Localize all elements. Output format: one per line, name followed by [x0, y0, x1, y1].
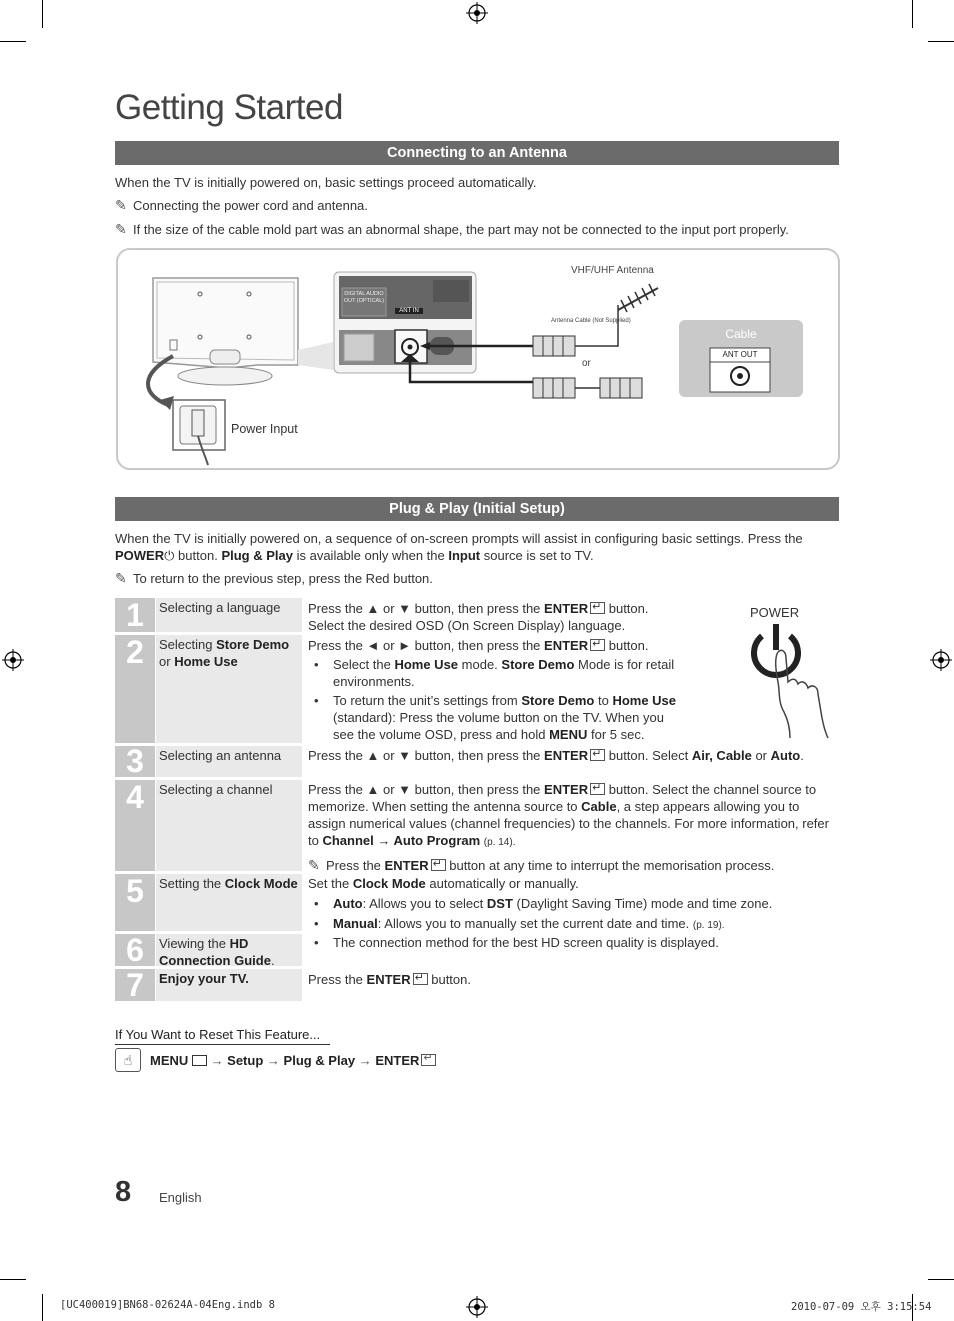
antenna-connection-diagram: [116, 248, 840, 470]
registration-mark-bottom: [466, 1296, 488, 1318]
step-description: • The connection method for the best HD screen quality is displayed.: [308, 934, 838, 951]
page-title: Getting Started: [115, 88, 343, 127]
step-number: 1: [115, 598, 155, 632]
power-symbol-icon: ⏻: [164, 548, 175, 563]
antenna-cable-label: Antenna Cable (Not Supplied): [551, 318, 631, 324]
step-description: Press the ▲ or ▼ button, then press the ENTER↵ button. Select the desired OSD (On Screen Display) language.: [308, 600, 728, 634]
step-label: Selecting a channel: [156, 780, 302, 871]
step-number: 5: [115, 874, 155, 931]
note-pencil-icon: ✎: [115, 221, 127, 237]
note-pencil-icon: ✎: [115, 570, 127, 586]
step-row-3: [115, 743, 839, 779]
step-description: Set the Clock Mode automatically or manually. • Auto: Allows you to select DST (Daylight Saving Time) mode and time zone. • Manual: Allows you to manually set the current date and time. (p. 19).: [308, 875, 838, 934]
page-number: 8: [115, 1176, 132, 1208]
vhf-antenna-label: VHF/UHF Antenna: [571, 265, 654, 276]
enter-icon: [590, 749, 605, 761]
reset-heading: If You Want to Reset This Feature...: [115, 1027, 330, 1045]
step-number: 3: [115, 746, 155, 777]
diagram-illustration: [118, 250, 838, 468]
step-number: 4: [115, 780, 155, 871]
step-row-7: [115, 969, 839, 1001]
enter-icon: [431, 859, 446, 871]
step-label: Setting the Clock Mode: [156, 874, 302, 931]
step-number: 6: [115, 934, 155, 966]
file-info: [UC400019]BN68-02624A-04Eng.indb 8: [60, 1299, 275, 1311]
power-input-label: Power Input: [231, 422, 298, 436]
step-label: Enjoy your TV.: [156, 969, 302, 1001]
antenna-intro: When the TV is initially powered on, basic settings proceed automatically.: [115, 175, 537, 190]
plug-play-intro: When the TV is initially powered on, a sequence of on-screen prompts will assist in configuring basic settings. Press the POWER⏻ button. Plug & Play is available only when the Input source is set to TV.: [115, 531, 803, 563]
power-illustration-label: POWER: [750, 605, 800, 620]
step-number: 7: [115, 969, 155, 1001]
enter-icon: [590, 602, 605, 614]
step-number: 2: [115, 635, 155, 743]
enter-icon: [421, 1054, 436, 1066]
step-label: Selecting an antenna: [156, 746, 302, 777]
step-description: Press the ▲ or ▼ button, then press the ENTER↵ button. Select Air, Cable or Auto.: [308, 747, 838, 764]
language-label: English: [159, 1190, 202, 1205]
step-row-4: [115, 780, 839, 871]
antenna-note-2: ✎ If the size of the cable mold part was an abnormal shape, the part may not be connected to the input port properly.: [115, 221, 789, 237]
or-label: or: [582, 358, 591, 369]
step-description: Press the ▲ or ▼ button, then press the ENTER↵ button. Select the channel source to memorize. When setting the antenna source to Cable, a step appears allowing you to assign numerical values (channel frequencies) to the channels. For more information, refer to Channel → Auto Program (p. 14). ✎ Press the ENTER↵ button at any time to interrupt the memorisation process.: [308, 781, 838, 874]
step-description: Press the ◄ or ► button, then press the ENTER↵ button. • Select the Home Use mode. Store Demo Mode is for retail environments. • To return the unit’s settings from Store Demo to Home Use (standard): Press the volume button on the TV. When you see the volume OSD, press and hold MENU for 5 sec.: [308, 637, 688, 743]
digital-audio-label: DIGITAL AUDIO OUT (OPTICAL): [343, 291, 385, 304]
date-info: 2010-07-09 오후 3:15:54: [791, 1301, 932, 1313]
enter-icon: [590, 639, 605, 651]
hand-pointer-icon: ☝: [115, 1048, 141, 1072]
enter-icon: [590, 783, 605, 795]
step-label: Viewing the HD Connection Guide.: [156, 934, 302, 966]
section-heading-plug-play: Plug & Play (Initial Setup): [115, 497, 839, 521]
registration-mark-top: [466, 2, 488, 24]
reset-menu-path: MENU → Setup → Plug & Play → ENTER↵: [150, 1053, 436, 1068]
note-pencil-icon: ✎: [308, 857, 320, 873]
registration-mark-left: [2, 649, 24, 671]
step-label: Selecting a language: [156, 598, 302, 632]
step-row-2: [115, 635, 839, 743]
step-row-5: [115, 874, 839, 931]
step-row-6: [115, 934, 839, 966]
enter-icon: [413, 973, 428, 985]
registration-mark-right: [930, 649, 952, 671]
cable-box-title: Cable: [725, 327, 757, 341]
ant-in-label: ANT IN: [395, 308, 423, 314]
step-description: Press the ENTER↵ button.: [308, 971, 838, 988]
plug-play-note: ✎ To return to the previous step, press the Red button.: [115, 570, 433, 586]
step-row-1: [115, 598, 839, 632]
antenna-note-1: ✎ Connecting the power cord and antenna.: [115, 197, 368, 213]
step-label: Selecting Store Demo or Home Use: [156, 635, 302, 743]
section-heading-antenna: Connecting to an Antenna: [115, 141, 839, 165]
ant-out-label: ANT OUT: [722, 350, 758, 359]
menu-icon: [192, 1055, 207, 1066]
note-pencil-icon: ✎: [115, 197, 127, 213]
